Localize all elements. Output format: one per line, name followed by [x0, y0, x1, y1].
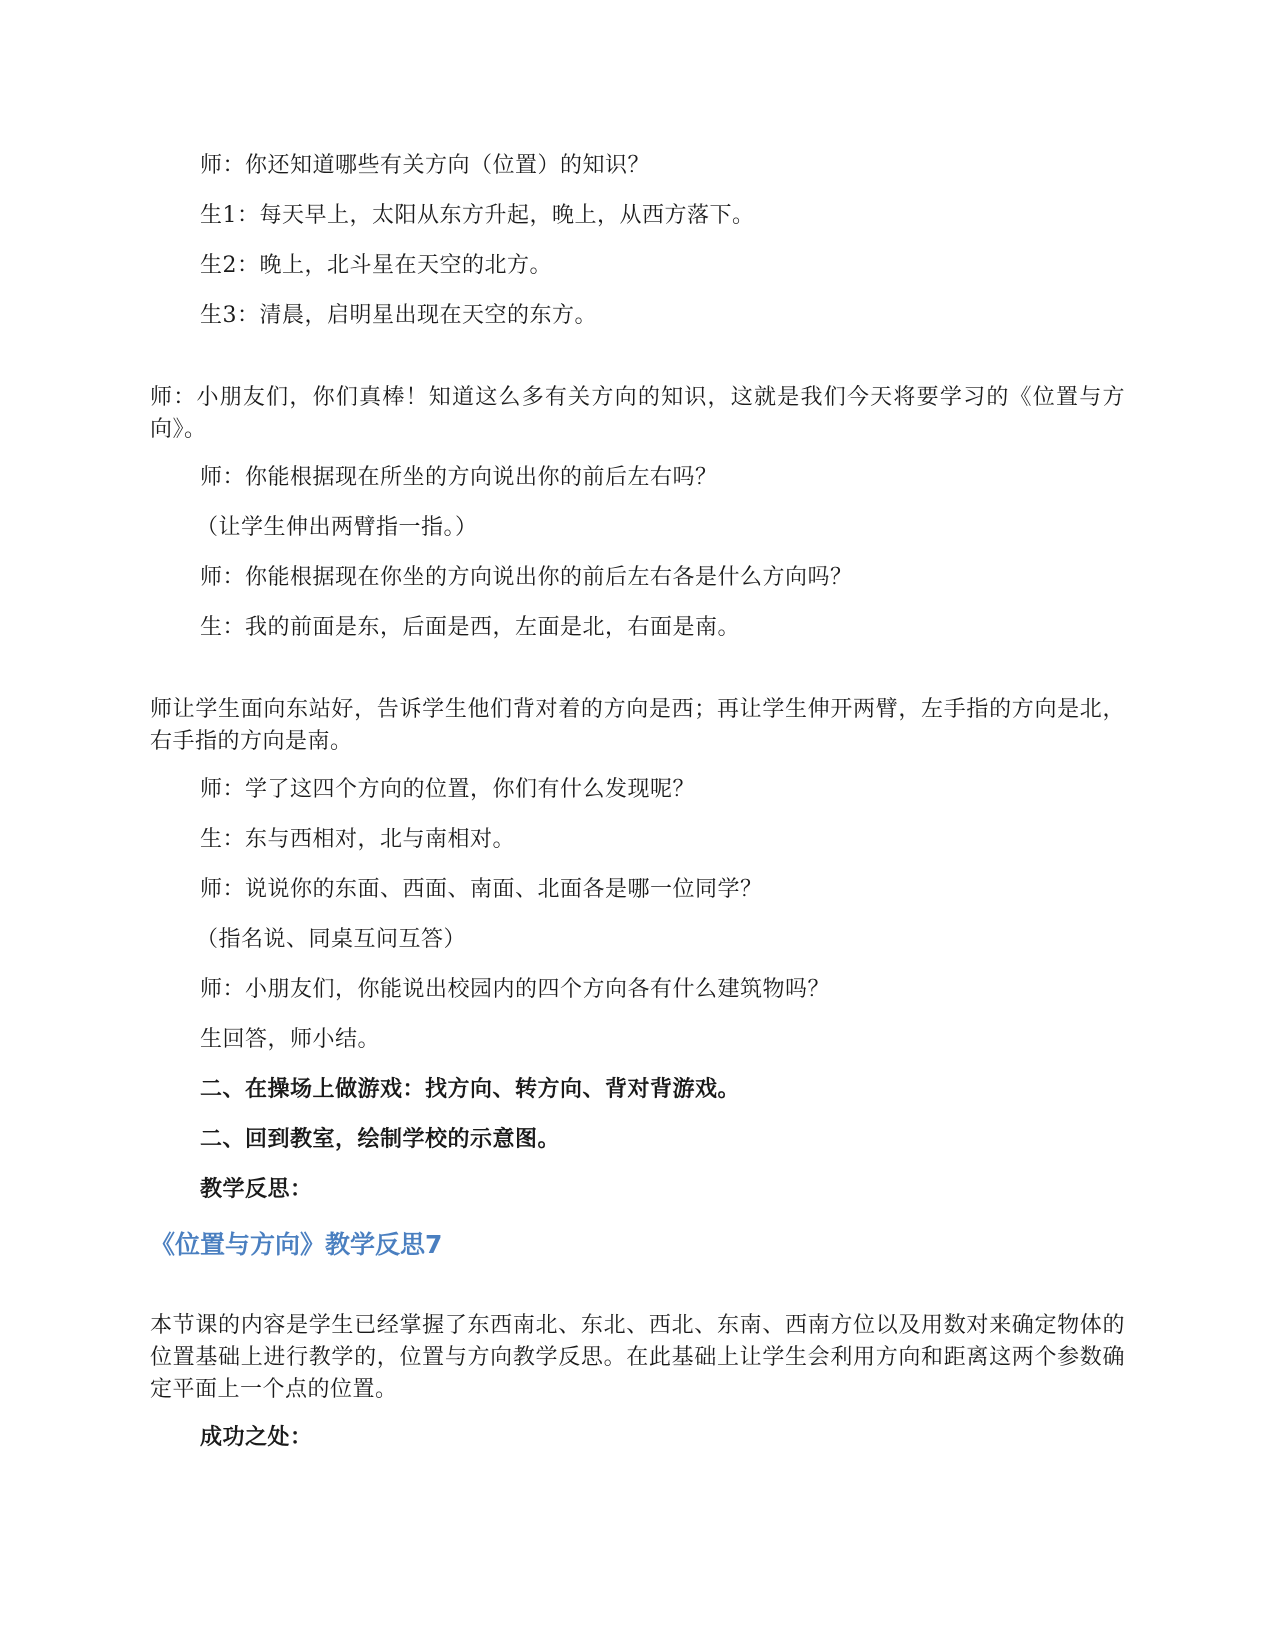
chapter-heading: 《位置与方向》教学反思7 [150, 1230, 443, 1259]
paragraph: （指名说、同桌互问互答） [196, 927, 467, 952]
paragraph: 师：你能根据现在所坐的方向说出你的前后左右吗？ [200, 465, 718, 490]
paragraph: 师：学了这四个方向的位置，你们有什么发现呢？ [200, 777, 696, 802]
paragraph: 师：说说你的东面、西面、南面、北面各是哪一位同学？ [200, 877, 763, 902]
paragraph: 生1：每天早上，太阳从东方升起，晚上，从西方落下。 [200, 203, 755, 228]
paragraph: 师：小朋友们，你们真棒！知道这么多有关方向的知识，这就是我们今天将要学习的《位置与方向》。 [150, 385, 1125, 442]
paragraph: 生2：晚上，北斗星在天空的北方。 [200, 253, 552, 278]
paragraph: （让学生伸出两臂指一指。） [196, 515, 478, 540]
paragraph: 生：东与西相对，北与南相对。 [200, 827, 516, 852]
paragraph: 师：你还知道哪些有关方向（位置）的知识？ [200, 153, 651, 178]
paragraph: 生回答，师小结。 [200, 1027, 381, 1052]
section-heading: 二、在操场上做游戏：找方向、转方向、背对背游戏。 [200, 1077, 741, 1102]
paragraph: 师：你能根据现在你坐的方向说出你的前后左右各是什么方向吗？ [200, 565, 853, 590]
paragraph: 师让学生面向东站好，告诉学生他们背对着的方向是西；再让学生伸开两臂，左手指的方向是北，右手指的方向是南。 [150, 697, 1125, 754]
paragraph: 本节课的内容是学生已经掌握了东西南北、东北、西北、东南、西南方位以及用数对来确定物体的位置基础上进行教学的，位置与方向教学反思。在此基础上让学生会利用方向和距离这两个参数确定平面上一个点的位置。 [150, 1313, 1125, 1402]
section-heading: 教学反思： [200, 1177, 313, 1202]
section-heading: 二、回到教室，绘制学校的示意图。 [200, 1127, 561, 1152]
paragraph: 生：我的前面是东，后面是西，左面是北，右面是南。 [200, 615, 741, 640]
section-heading: 成功之处： [200, 1425, 313, 1450]
paragraph: 师：小朋友们，你能说出校园内的四个方向各有什么建筑物吗？ [200, 977, 831, 1002]
paragraph: 生3：清晨，启明星出现在天空的东方。 [200, 303, 597, 328]
